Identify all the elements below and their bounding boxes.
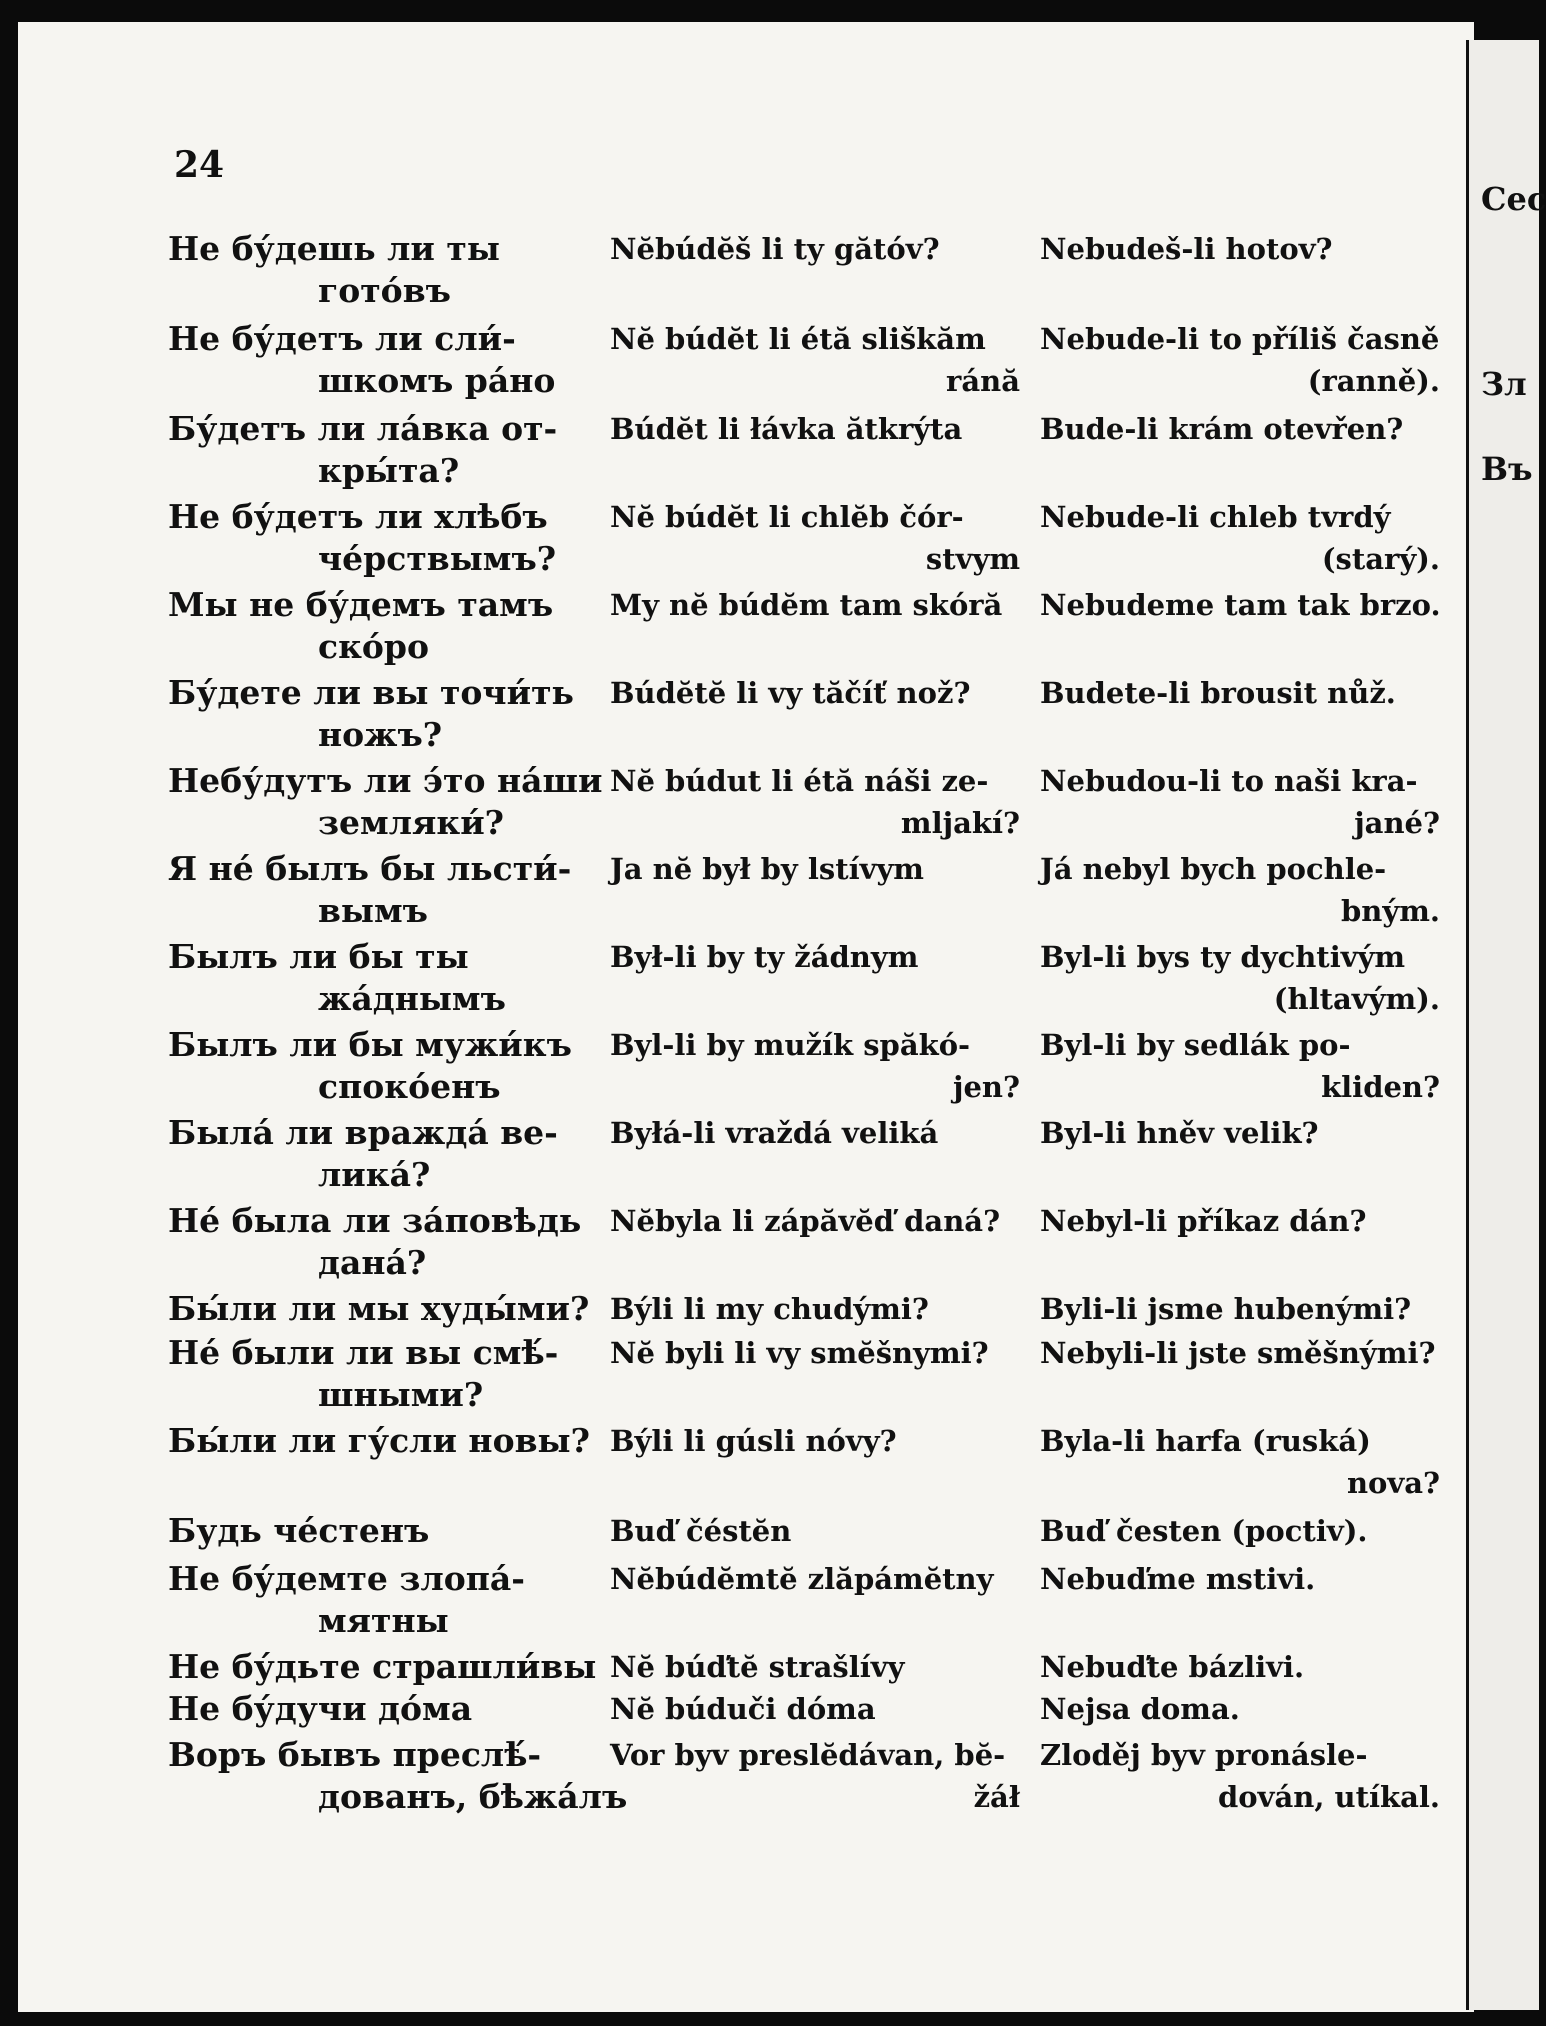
phrase-line: Zloděj byv pronásle-	[1040, 1738, 1368, 1772]
phrase-line: Nĕ búdĕt li chlĕb čór-	[610, 500, 964, 534]
phrase-line: Nĕbyla li zápăvĕď daná?	[610, 1204, 1001, 1238]
phrase-line: Не́ была ли за́повѣдь	[168, 1201, 582, 1240]
transliteration	[610, 848, 1020, 890]
czech-translation	[1040, 1200, 1440, 1242]
phrase-line: Búdĕtĕ li vy tăčíť nož?	[610, 676, 971, 710]
transliteration	[610, 1332, 1020, 1374]
phrase-line: вымъ	[318, 891, 428, 930]
czech-translation	[1040, 1332, 1440, 1374]
phrase-line: Nĕbúdĕš li ty gătóv?	[610, 232, 940, 266]
phrase-line: Небу́дутъ ли э́то на́ши	[168, 761, 603, 800]
phrase-line: кры́та?	[318, 451, 460, 490]
phrase-line: Buď čéstĕn	[610, 1514, 792, 1548]
phrase-line: jen?	[952, 1070, 1020, 1104]
adjacent-page-fragment: Зл	[1481, 365, 1527, 403]
transliteration	[610, 1558, 1020, 1600]
phrase-line: Nebude-li chleb tvrdý	[1040, 500, 1391, 534]
phrase-line: (hltavým).	[1273, 982, 1440, 1016]
phrase-line: Nĕbúdĕmtĕ zlăpámĕtny	[610, 1562, 994, 1596]
book-page	[18, 22, 1474, 2012]
phrase-line: Не бу́демте злопа́-	[168, 1559, 525, 1598]
phrase-line: Budete-li brousit nůž.	[1040, 676, 1396, 710]
phrase-line: Воръ бывъ преслѣ́-	[168, 1735, 542, 1774]
phrase-line: Nĕ byli li vy smĕšnymi?	[610, 1336, 989, 1370]
phrase-line: Не бу́дучи до́ма	[168, 1689, 473, 1728]
phrase-line: Не бу́дьте страшли́вы	[168, 1647, 597, 1686]
phrase-line: Byl-li by sedlák po-	[1040, 1028, 1351, 1062]
adjacent-page-fragment: Въ	[1481, 450, 1533, 488]
czech-translation	[1040, 496, 1440, 580]
czech-translation	[1040, 318, 1440, 402]
transliteration	[610, 408, 1020, 450]
phrase-line: Не́ были ли вы смѣ́-	[168, 1333, 559, 1372]
adjacent-page-edge	[1466, 40, 1546, 2010]
czech-translation	[1040, 936, 1440, 1020]
phrase-line: bným.	[1341, 894, 1440, 928]
phrase-line: Nebuďte bázlivi.	[1040, 1650, 1305, 1684]
czech-translation	[1040, 1510, 1440, 1552]
phrase-line: stvym	[925, 542, 1020, 576]
transliteration	[610, 496, 1020, 580]
phrase-line: шкомъ ра́но	[318, 361, 556, 400]
phrase-line: Бу́детъ ли ла́вка от-	[168, 409, 558, 448]
phrase-line: Не бу́дешь ли ты	[168, 229, 500, 268]
transliteration	[610, 1510, 1020, 1552]
russian-phrase	[168, 1200, 582, 1284]
phrase-line: Nebyli-li jste směšnými?	[1040, 1336, 1436, 1370]
czech-translation	[1040, 760, 1440, 844]
phrase-line: Já nebyl bych pochle-	[1040, 852, 1387, 886]
phrase-line: (starý).	[1321, 542, 1440, 576]
czech-translation	[1040, 1420, 1440, 1504]
phrase-line: шными?	[318, 1375, 484, 1414]
phrase-line: Мы не бу́демъ тамъ	[168, 585, 554, 624]
transliteration	[610, 760, 1020, 844]
phrase-line: жа́днымъ	[318, 979, 506, 1018]
phrase-line: ско́ро	[318, 627, 430, 666]
phrase-line: Будь че́стенъ	[168, 1511, 430, 1550]
phrase-line: nova?	[1346, 1466, 1440, 1500]
transliteration	[610, 1688, 1020, 1730]
phrase-line: Nebudou-li to naši kra-	[1040, 764, 1418, 798]
phrase-line: (ranně).	[1307, 364, 1440, 398]
russian-phrase	[168, 1688, 573, 1730]
russian-phrase	[168, 1024, 573, 1108]
phrase-line: ножъ?	[318, 715, 443, 754]
transliteration	[610, 1288, 1020, 1330]
phrase-line: Nebudeme tam tak brzo.	[1040, 588, 1441, 622]
czech-translation	[1040, 1734, 1440, 1818]
russian-phrase	[168, 228, 573, 312]
czech-translation	[1040, 1112, 1440, 1154]
phrase-line: Bude-li krám otevřen?	[1040, 412, 1404, 446]
phrase-line: лика́?	[318, 1155, 431, 1194]
transliteration	[610, 318, 1020, 402]
adjacent-page-fragment: Сес	[1481, 180, 1546, 218]
transliteration	[610, 936, 1020, 978]
russian-phrase	[168, 1112, 573, 1196]
phrase-line: ránă	[946, 364, 1020, 398]
phrase-line: Бы́ли ли мы худы́ми?	[168, 1289, 590, 1328]
phrase-line: Nejsa doma.	[1040, 1692, 1240, 1726]
czech-translation	[1040, 1024, 1440, 1108]
page-number: 24	[174, 144, 225, 186]
phrase-line: мятны	[318, 1601, 449, 1640]
phrase-line: Nebudeš-li hotov?	[1040, 232, 1333, 266]
phrase-line: jané?	[1354, 806, 1440, 840]
phrase-line: Nĕ búduči dóma	[610, 1692, 876, 1726]
russian-phrase	[168, 318, 573, 402]
russian-phrase	[168, 672, 573, 756]
phrase-line: Бу́дете ли вы точи́ть	[168, 673, 574, 712]
phrase-line: kliden?	[1321, 1070, 1440, 1104]
phrase-line: Nebuďme mstivi.	[1040, 1562, 1316, 1596]
russian-phrase	[168, 848, 573, 932]
phrase-line: Не бу́детъ ли сли́-	[168, 319, 516, 358]
russian-phrase	[168, 1510, 573, 1552]
phrase-line: дованъ, бѣжа́лъ	[318, 1777, 628, 1816]
transliteration	[610, 1024, 1020, 1108]
czech-translation	[1040, 1558, 1440, 1600]
phrase-line: Былъ ли бы ты	[168, 937, 469, 976]
phrase-line: Я не́ былъ бы льсти́-	[168, 849, 572, 888]
czech-translation	[1040, 672, 1440, 714]
phrase-line: Byłá-li vraždá veliká	[610, 1116, 939, 1150]
phrase-line: Buď česten (poctiv).	[1040, 1514, 1368, 1548]
russian-phrase	[168, 1558, 573, 1642]
transliteration	[610, 1200, 1020, 1242]
phrase-line: Nebyl-li příkaz dán?	[1040, 1204, 1367, 1238]
phrase-line: Býli li gúsli nóvy?	[610, 1424, 897, 1458]
transliteration	[610, 584, 1020, 626]
phrase-line: My nĕ búdĕm tam skóră	[610, 588, 1003, 622]
phrase-line: гото́въ	[318, 271, 451, 310]
phrase-line: Byl-li by mužík spăkó-	[610, 1028, 971, 1062]
phrase-line: Był-li by ty žádnym	[610, 940, 919, 974]
phrase-line: Nĕ búďtĕ strašlívy	[610, 1650, 905, 1684]
transliteration	[610, 1734, 1020, 1818]
czech-translation	[1040, 1288, 1440, 1330]
czech-translation	[1040, 408, 1440, 450]
phrase-line: Búdĕt li łávka ătkrýta	[610, 412, 963, 446]
russian-phrase	[168, 936, 573, 1020]
phrase-line: Byli-li jsme hubenými?	[1040, 1292, 1412, 1326]
phrase-line: Byl-li bys ty dychtivým	[1040, 940, 1406, 974]
russian-phrase	[168, 760, 603, 844]
phrase-line: žáł	[973, 1780, 1020, 1814]
russian-phrase	[168, 408, 573, 492]
phrase-line: споко́енъ	[318, 1067, 501, 1106]
phrase-line: Была́ ли вражда́ ве-	[168, 1113, 558, 1152]
transliteration	[610, 1420, 1020, 1462]
phrase-line: дана́?	[318, 1243, 427, 1282]
russian-phrase	[168, 1734, 628, 1818]
russian-phrase	[168, 1420, 590, 1462]
russian-phrase	[168, 496, 573, 580]
transliteration	[610, 228, 1020, 270]
transliteration	[610, 1112, 1020, 1154]
czech-translation	[1040, 1646, 1440, 1688]
phrase-line: Nĕ búdut li étă náši ze-	[610, 764, 989, 798]
phrase-line: Byl-li hněv velik?	[1040, 1116, 1319, 1150]
phrase-line: Vor byv preslĕdávan, bĕ-	[610, 1738, 1006, 1772]
phrase-line: Býli li my chudými?	[610, 1292, 929, 1326]
russian-phrase	[168, 1646, 597, 1688]
russian-phrase	[168, 1332, 573, 1416]
phrase-line: Не бу́детъ ли хлѣбъ	[168, 497, 548, 536]
czech-translation	[1040, 228, 1440, 270]
phrase-line: Былъ ли бы мужи́къ	[168, 1025, 572, 1064]
phrase-line: Ja nĕ był by lstívym	[610, 852, 924, 886]
russian-phrase	[168, 584, 573, 668]
transliteration	[610, 1646, 1020, 1688]
phrase-line: земляки́?	[318, 803, 505, 842]
phrase-line: mljakí?	[900, 806, 1020, 840]
transliteration	[610, 672, 1020, 714]
phrase-line: че́рствымъ?	[318, 539, 557, 578]
phrase-line: Nebude-li to příliš časně	[1040, 322, 1440, 356]
czech-translation	[1040, 848, 1440, 932]
czech-translation	[1040, 584, 1440, 626]
czech-translation	[1040, 1688, 1440, 1730]
russian-phrase	[168, 1288, 590, 1330]
phrase-line: Byla-li harfa (ruská)	[1040, 1424, 1371, 1458]
phrase-line: dován, utíkal.	[1217, 1780, 1440, 1814]
phrase-line: Nĕ búdĕt li étă sliškăm	[610, 322, 986, 356]
phrase-line: Бы́ли ли гу́сли новы?	[168, 1421, 590, 1460]
